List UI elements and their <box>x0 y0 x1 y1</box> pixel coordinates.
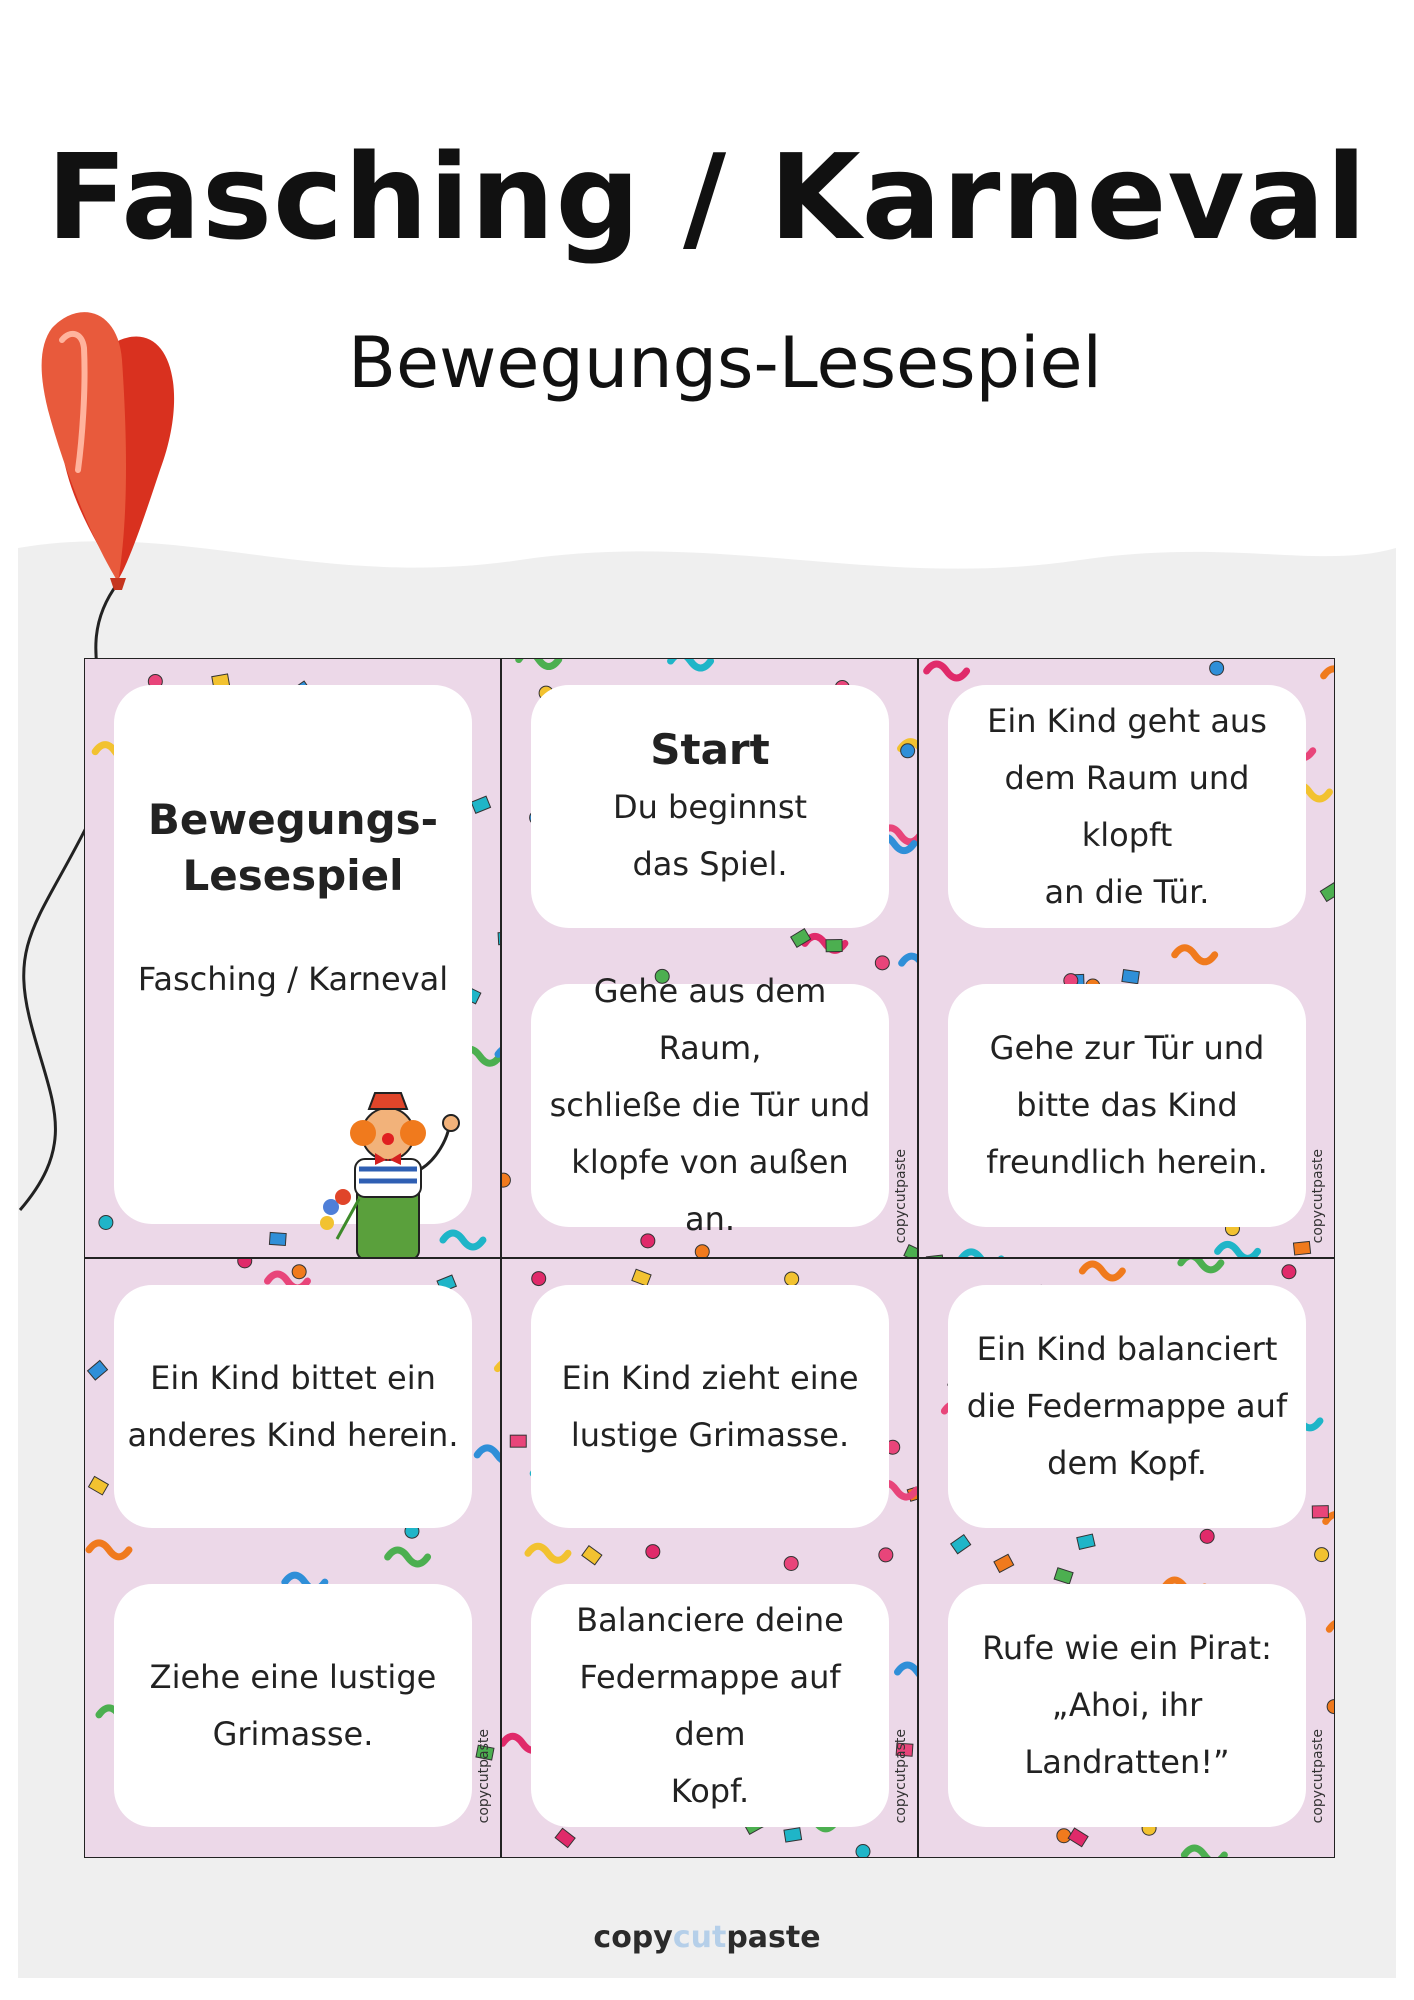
confetti-piece <box>994 1554 1014 1572</box>
confetti-piece <box>555 1828 575 1847</box>
card-1-bottom-panel <box>531 972 889 1238</box>
card-3-top-text: Ein Kind bittet ein anderes Kind herein. <box>127 1358 459 1454</box>
card-4-bottom-text: Balanciere deine Federmappe auf dem Kopf. <box>576 1600 844 1810</box>
confetti-piece <box>632 1269 651 1286</box>
page-subtitle: Bewegungs-Lesespiel <box>348 322 1102 404</box>
confetti-piece <box>1315 1548 1329 1562</box>
card-1-bottom-text: Gehe aus dem Raum, schließe die Tür und klopfe von außen an. <box>549 972 871 1238</box>
cover-title: Bewegungs- Lesespiel <box>147 794 439 900</box>
confetti-piece <box>898 1665 918 1679</box>
confetti-piece <box>1068 1828 1088 1847</box>
card-2-top-panel <box>948 685 1306 928</box>
confetti-piece <box>1181 1259 1221 1270</box>
card-4-top-panel <box>531 1285 889 1528</box>
page-title: Fasching / Karneval <box>46 128 1368 266</box>
confetti-piece <box>388 1550 428 1564</box>
card-2-bottom-panel <box>948 984 1306 1227</box>
confetti-piece <box>471 796 490 813</box>
card-4-bottom-panel <box>531 1584 889 1827</box>
confetti-piece <box>1054 1568 1073 1584</box>
confetti-piece <box>1200 1529 1214 1543</box>
footer-brand-copy: copy <box>593 1920 673 1955</box>
confetti-piece <box>528 1546 568 1560</box>
confetti-piece <box>1324 669 1335 683</box>
card-cover <box>84 658 501 1258</box>
confetti-piece <box>269 1232 286 1245</box>
confetti-piece <box>671 659 711 668</box>
confetti-piece <box>879 1548 893 1562</box>
confetti-piece <box>1175 948 1215 962</box>
card-sheet <box>84 658 1338 1858</box>
side-watermark: copycutpaste <box>476 1729 492 1824</box>
confetti-piece <box>88 1361 108 1380</box>
card-4 <box>501 1258 918 1858</box>
card-3 <box>84 1258 501 1858</box>
card-4-top-text: Ein Kind zieht eine lustige Grimasse. <box>561 1358 859 1454</box>
confetti-piece <box>292 1265 306 1279</box>
card-5 <box>918 1258 1335 1858</box>
card-2-bottom-text: Gehe zur Tür und bitte das Kind freundlich herein. <box>986 1029 1268 1181</box>
confetti-piece <box>901 744 915 758</box>
confetti-piece <box>784 1556 798 1570</box>
card-3-bottom-panel <box>114 1584 472 1827</box>
confetti-piece <box>904 1245 918 1258</box>
footer-brand-paste: paste <box>726 1920 821 1955</box>
confetti-piece <box>519 659 559 667</box>
footer-brand <box>0 1920 1414 1955</box>
confetti-piece <box>951 1535 971 1554</box>
confetti-piece <box>785 1272 799 1286</box>
card-5-top-text: Ein Kind balanciert die Federmappe auf dem Kopf. <box>966 1330 1288 1482</box>
confetti-piece <box>582 1546 602 1565</box>
confetti-piece <box>532 1272 546 1286</box>
confetti-piece <box>1077 1534 1095 1549</box>
confetti-piece <box>1282 1265 1296 1279</box>
confetti-piece <box>1082 1264 1122 1278</box>
confetti-piece <box>477 1448 501 1462</box>
card-3-top-panel <box>114 1285 472 1528</box>
side-watermark: copycutpaste <box>893 1149 909 1244</box>
side-watermark: copycutpaste <box>1310 1149 1326 1244</box>
confetti-piece <box>927 664 967 678</box>
confetti-piece <box>89 1476 109 1494</box>
card-5-bottom-text: Rufe wie ein Pirat: „Ahoi, ihr Landratten!” <box>982 1629 1272 1781</box>
confetti-piece <box>1218 1244 1258 1258</box>
confetti-piece <box>89 1543 129 1557</box>
confetti-piece <box>1057 1829 1071 1843</box>
confetti-piece <box>826 939 842 951</box>
footer-brand-cut: cut <box>672 1920 727 1955</box>
confetti-piece <box>1329 1622 1335 1636</box>
confetti-piece <box>902 956 918 970</box>
confetti-piece <box>1327 1700 1335 1714</box>
confetti-piece <box>1210 661 1224 675</box>
confetti-piece <box>646 1545 660 1559</box>
cover-subtitle: Fasching / Karneval <box>137 959 449 998</box>
confetti-piece <box>1184 1848 1224 1858</box>
confetti-piece <box>1293 1241 1310 1255</box>
confetti-piece <box>1320 883 1335 902</box>
card-2 <box>918 658 1335 1258</box>
start-heading: Start <box>650 724 770 774</box>
confetti-piece <box>1122 970 1140 984</box>
side-watermark: copycutpaste <box>893 1729 909 1824</box>
card-1 <box>501 658 918 1258</box>
confetti-piece <box>784 1828 802 1842</box>
card-3-bottom-text: Ziehe eine lustige Grimasse. <box>149 1657 437 1753</box>
side-watermark: copycutpaste <box>1310 1729 1326 1824</box>
confetti-piece <box>99 1215 113 1229</box>
confetti-piece <box>1312 1506 1328 1518</box>
confetti-piece <box>510 1435 526 1447</box>
card-5-top-panel <box>948 1285 1306 1528</box>
confetti-piece <box>238 1259 252 1268</box>
card-1-top-text: Du beginnst das Spiel. <box>612 787 808 883</box>
card-5-bottom-panel <box>948 1584 1306 1827</box>
card-2-top-text: Ein Kind geht aus dem Raum und klopft an die Tür. <box>987 701 1267 911</box>
confetti-piece <box>502 1173 510 1187</box>
card-1-top-panel <box>531 685 889 928</box>
confetti-piece <box>856 1845 870 1858</box>
clown-illustration <box>297 1089 467 1258</box>
